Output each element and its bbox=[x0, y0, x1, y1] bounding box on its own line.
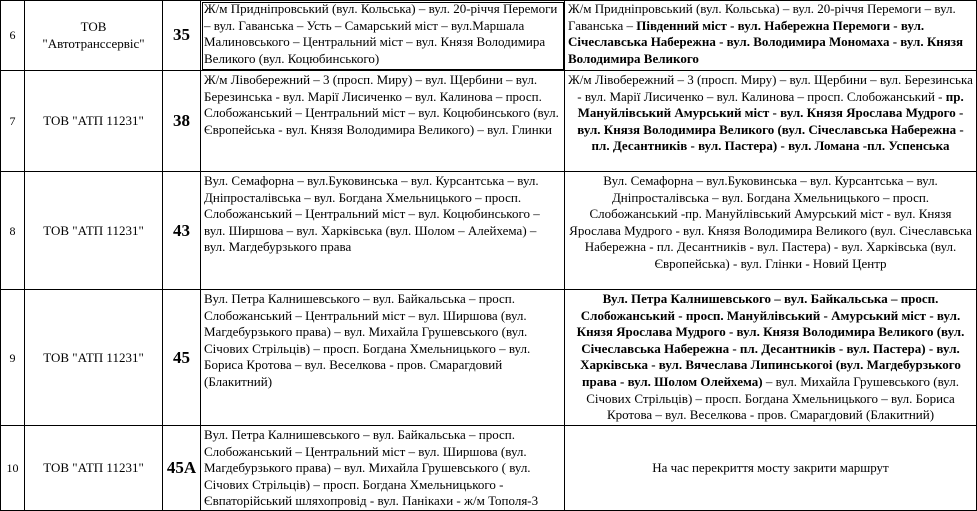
route-number: 45 bbox=[163, 290, 201, 426]
operator-name: ТОВ "АТП 11231" bbox=[25, 172, 163, 290]
table-row bbox=[1, 426, 977, 511]
new-route-text: Ж/м Лівобережний – 3 (просп. Миру) – вул. Щербини – вул. Березинська - вул. Марії Лисиченко – вул. Калинова – просп. Слобожанський - bbox=[568, 72, 973, 104]
current-route-description: Вул. Семафорна – вул.Буковинська – вул. Курсантська – вул. Дніпросталівська – вул. Богдана Хмельницького – просп. Слобожанський – Центральний міст – вул. Коцюбинського – вул. Ширшова – вул. Харківська (вул. Шолом – Алейхема) – вул. Магдебурзького права bbox=[201, 172, 565, 290]
new-route-description bbox=[565, 1, 977, 71]
new-route-text: – вул. Михайла Грушевського (вул. Січових Стрільців) – просп. Богдана Хмельницького – вул. Бориса Кротова – вул. Веселкова - пров. Смарагдовий (Блакитний) bbox=[586, 373, 959, 423]
current-route-description: Ж/м Лівобережний – 3 (просп. Миру) – вул. Щербини – вул. Березинська - вул. Марії Лисиченко – вул. Калинова – просп. Слобожанський – Центральний міст – вул. Коцюбинського (вул. Європейська - вул. Князя Володимира Великого) – вул. Глинки bbox=[201, 71, 565, 172]
current-route-description: Вул. Петра Калнишевського – вул. Байкальська – просп. Слобожанський – Центральний міст – вул. Ширшова (вул. Магдебурзького права) – вул. Михайла Грушевського (вул. Січових Стрільців) – просп. Богдана Хмельницького – вул. Бориса Кротова – вул. Веселкова - пров. Смарагдовий (Блакитний) bbox=[201, 290, 565, 426]
table-row bbox=[1, 71, 977, 172]
operator-name: ТОВ "Автотранссервіс" bbox=[25, 1, 163, 71]
operator-name: ТОВ "АТП 11231" bbox=[25, 426, 163, 511]
row-number: 8 bbox=[1, 172, 25, 290]
route-number: 38 bbox=[163, 71, 201, 172]
route-number: 43 bbox=[163, 172, 201, 290]
new-route-description bbox=[565, 71, 977, 172]
current-route-description: Ж/м Придніпровський (вул. Кольська) – вул. 20-річчя Перемоги – вул. Гаванська – Усть – Самарський міст – вул.Маршала Малиновського – Центральний міст – вул. Князя Володимира Великого (вул. Коцюбинського) bbox=[201, 1, 565, 71]
new-route-changed-text: пр. Мануйлівський Амурський міст - вул. Князя Ярослава Мудрого - вул. Князя Володимира Великого (вул. Січеславська Набережна - пл. Десантників - вул. Пастера) - вул. Ломана -пл. Успенська bbox=[577, 88, 964, 154]
route-number: 45А bbox=[163, 426, 201, 511]
row-number: 7 bbox=[1, 71, 25, 172]
new-route-text: Вул. Семафорна – вул.Буковинська – вул. Курсантська – вул. Дніпросталівська – вул. Богдана Хмельницького – просп. Слобожанський -пр. Мануйлівський Амурський міст - вул. Князя Ярослава Мудрого - вул. Князя Володимира Великого (вул. Січеславська Набережна - пл. Десантників - вул. Пастера) - вул. Харківська (вул. Європейська) - вул. Глінки - Новий Центр bbox=[569, 173, 972, 271]
table-row bbox=[1, 1, 977, 71]
new-route-description bbox=[565, 172, 977, 290]
new-route-changed-text: Вул. Петра Калнишевського – вул. Байкальська – просп. Слобожанський - просп. Мануйлівський - Амурський міст - вул. Князя Ярослава Мудрого - вул. Князя Володимира Великого (вул. Січеславська Набережна - пл. Десантників - вул. Пастера) - вул. Харківська - вул. Вячеслава Липинськогоі (вул. Магдебурзького права - вул. Шолом Олейхема) bbox=[576, 291, 965, 389]
row-number: 9 bbox=[1, 290, 25, 426]
row-number: 6 bbox=[1, 1, 25, 71]
new-route-description bbox=[565, 426, 977, 511]
new-route-text: На час перекриття мосту закрити маршрут bbox=[652, 460, 889, 475]
route-number: 35 bbox=[163, 1, 201, 71]
new-route-text: Ж/м Придніпровський (вул. Кольська) – вул. 20-річчя Перемоги – вул. Гаванська – bbox=[568, 1, 956, 33]
row-number: 10 bbox=[1, 426, 25, 511]
new-route-description bbox=[565, 290, 977, 426]
operator-name: ТОВ "АТП 11231" bbox=[25, 71, 163, 172]
current-route-description: Вул. Петра Калнишевського – вул. Байкальська – просп. Слобожанський – Центральний міст – вул. Ширшова (вул. Магдебурзького права) – вул. Михайла Грушевського ( вул. Січових Стрільців) – просп. Богдана Хмельницького - Євпаторійський шляхопровід - вул. Панікахи - ж/м Тополя-3 bbox=[201, 426, 565, 511]
new-route-changed-text: Південний міст - вул. Набережна Перемоги - вул. Січеславська Набережна - вул. Володимира Мономаха - вул. Князя Володимира Великого bbox=[568, 17, 964, 66]
operator-name: ТОВ "АТП 11231" bbox=[25, 290, 163, 426]
table-row bbox=[1, 290, 977, 426]
table-row bbox=[1, 172, 977, 290]
